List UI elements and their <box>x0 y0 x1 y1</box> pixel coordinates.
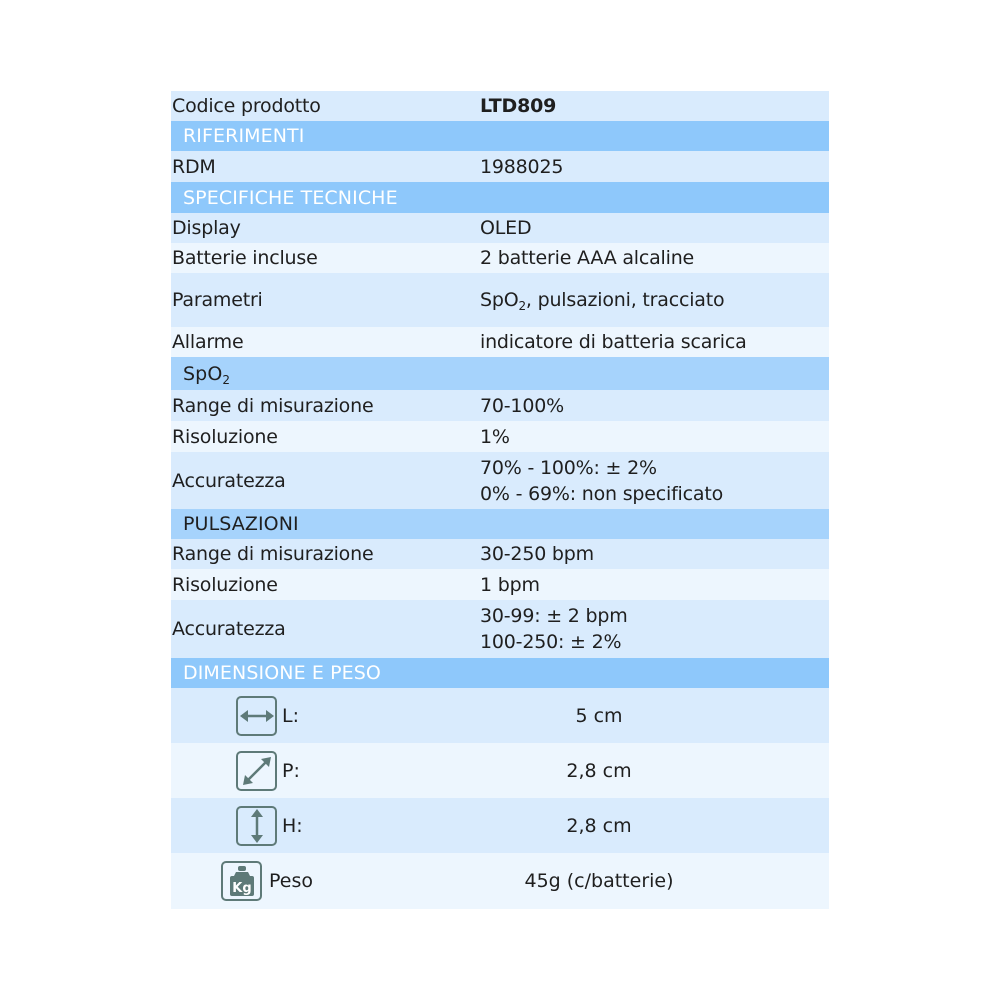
table-row <box>171 213 829 243</box>
dimension-row-weight <box>171 853 829 909</box>
row-label: Batterie incluse <box>172 247 318 269</box>
dimension-value: 5 cm <box>575 704 623 727</box>
dimension-value: 2,8 cm <box>566 814 632 837</box>
product-code-value: LTD809 <box>480 95 557 117</box>
row-label: Display <box>172 217 241 239</box>
dimension-label: Peso <box>269 870 313 892</box>
dimension-label: H: <box>282 814 303 837</box>
product-code-label: Codice prodotto <box>172 95 321 117</box>
row-value: 2 batterie AAA alcaline <box>480 247 695 269</box>
row-label: Range di misurazione <box>172 394 374 417</box>
row-value: 30-99: ± 2 bpm 100-250: ± 2% <box>480 605 628 653</box>
row-value: 1988025 <box>480 155 564 178</box>
section-title: SPECIFICHE TECNICHE <box>183 186 398 209</box>
section-header-spo2 <box>171 357 829 390</box>
dimension-value: 2,8 cm <box>566 759 632 782</box>
table-row <box>171 151 829 182</box>
svg-text:Kg: Kg <box>231 881 252 896</box>
section-header-specifiche <box>171 182 829 213</box>
row-label: Risoluzione <box>172 425 278 448</box>
row-label: Accuratezza <box>172 618 286 640</box>
spec-table <box>171 91 829 909</box>
table-row <box>171 390 829 421</box>
row-label: RDM <box>172 155 216 178</box>
row-value: 1% <box>480 425 510 448</box>
table-row <box>171 327 829 357</box>
row-label: Range di misurazione <box>172 543 374 565</box>
table-row <box>171 243 829 273</box>
dimension-row-length <box>171 688 829 743</box>
row-label: Risoluzione <box>172 573 278 596</box>
row-value: indicatore di batteria scarica <box>480 331 747 353</box>
dimension-row-depth <box>171 743 829 798</box>
table-row <box>171 421 829 452</box>
section-title: RIFERIMENTI <box>183 125 305 147</box>
dimension-value: 45g (c/batterie) <box>524 870 674 892</box>
section-header-riferimenti <box>171 121 829 151</box>
table-row <box>171 273 829 327</box>
section-title: DIMENSIONE E PESO <box>183 662 381 684</box>
product-code-row <box>171 91 829 121</box>
row-value: SpO$_2$, pulsazioni, tracciato <box>480 289 725 313</box>
table-row <box>171 452 829 509</box>
dimension-label: P: <box>282 759 300 782</box>
section-header-dimensione <box>171 658 829 688</box>
table-row <box>171 600 829 658</box>
row-value: 30-250 bpm <box>480 543 594 565</box>
section-title: PULSAZIONI <box>183 513 299 535</box>
section-header-pulsazioni <box>171 509 829 539</box>
row-label: Allarme <box>172 331 244 353</box>
dimension-label: L: <box>282 704 299 727</box>
row-value: 1 bpm <box>480 573 540 596</box>
row-value: 70% - 100%: ± 2% 0% - 69%: non specificato <box>480 456 724 505</box>
section-title: SpO$_2$ <box>183 362 231 387</box>
dimension-row-height <box>171 798 829 853</box>
row-value: OLED <box>480 217 532 239</box>
row-label: Parametri <box>172 289 263 311</box>
table-row <box>171 539 829 569</box>
table-row <box>171 569 829 600</box>
row-value: 70-100% <box>480 394 564 417</box>
row-label: Accuratezza <box>172 469 286 492</box>
